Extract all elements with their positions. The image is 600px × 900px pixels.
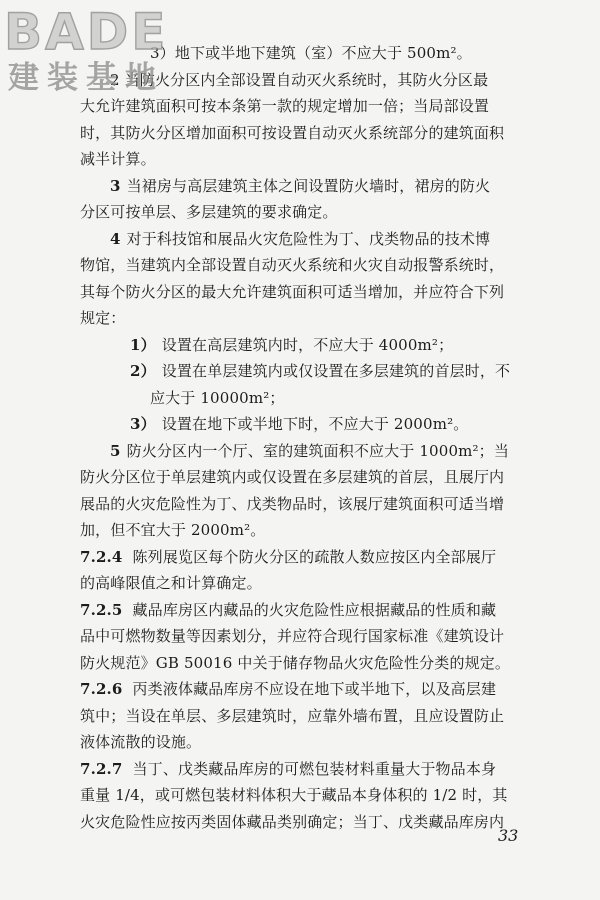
- section-heading: 7.2.6 丙类液体藏品库房不应设在地下或半地下，以及高层建: [80, 680, 497, 698]
- text-line: 分区可按单层、多层建筑的要求确定。: [80, 203, 338, 221]
- clause-item: 5 防火分区内一个厅、室的建筑面积不应大于 1000m²；当: [110, 441, 509, 460]
- text-line: 防火分区位于单层建筑内或仅设置在多层建筑的首层，且展厅内: [80, 468, 505, 486]
- logo-subtitle: 建装基地: [8, 60, 164, 96]
- text-line: 重量 1/4，或可燃包装材料体积大于藏品本身体积的 1/2 时，其: [80, 786, 508, 804]
- logo-wordmark: BADE: [4, 3, 169, 61]
- text-line: 筑中；当设在单层、多层建筑时，应靠外墙布置，且应设置防止: [80, 706, 505, 725]
- clause-item: 3 当裙房与高层建筑主体之间设置防火墙时，裙房的防火: [110, 176, 491, 195]
- section-heading: 7.2.5 藏品库房区内藏品的火灾危险性应根据藏品的性质和藏: [80, 600, 497, 619]
- text-line: 应大于 10000m²；: [150, 388, 285, 407]
- text-line: 减半计算。: [80, 150, 156, 168]
- text-line: 3）地下或半地下建筑（室）不应大于 500m²。: [150, 44, 472, 62]
- body-text: [80, 40, 545, 835]
- text-line: 规定：: [80, 309, 126, 327]
- page-number: 33: [498, 826, 519, 845]
- text-line: 品中可燃物数量等因素划分，并应符合现行国家标准《建筑设计: [80, 627, 505, 645]
- sub-item: 3） 设置在地下或半地下时，不应大于 2000m²。: [130, 415, 469, 433]
- text-line: 展品的火灾危险性为丁、戊类物品时，该展厅建筑面积可适当增: [80, 494, 505, 513]
- sub-item: 2） 设置在单层建筑内或仅设置在多层建筑的首层时，不: [130, 362, 511, 380]
- text-line: 液体流散的设施。: [80, 733, 202, 751]
- text-line: 2 当防火分区内全部设置自动灭火系统时，其防火分区最: [110, 70, 489, 89]
- clause-item: 4 对于科技馆和展品火灾危险性为丁、戊类物品的技术博: [110, 229, 491, 248]
- text-line: 其每个防火分区的最大允许建筑面积可适当增加，并应符合下列: [80, 282, 505, 301]
- sub-item: 1） 设置在高层建筑内时，不应大于 4000m²；: [130, 335, 454, 354]
- text-line: 防火规范》GB 50016 中关于储存物品火灾危险性分类的规定。: [80, 653, 511, 672]
- text-line: 时，其防火分区增加面积可按设置自动灭火系统部分的建筑面积: [80, 123, 505, 142]
- section-heading: 7.2.4 陈列展览区每个防火分区的疏散人数应按区内全部展厅: [80, 547, 497, 566]
- text-line: 火灾危险性应按丙类固体藏品类别确定；当丁、戊类藏品库房内: [80, 812, 505, 831]
- text-line: 的高峰限值之和计算确定。: [80, 574, 262, 592]
- text-line: 物馆，当建筑内全部设置自动灭火系统和火灾自动报警系统时，: [80, 256, 505, 274]
- text-line: 加，但不宜大于 2000m²。: [80, 521, 266, 539]
- bade-watermark-logo: [4, 3, 194, 106]
- text-line: 大允许建筑面积可按本条第一款的规定增加一倍；当局部设置: [80, 97, 490, 115]
- section-heading: 7.2.7 当丁、戊类藏品库房的可燃包装材料重量大于物品本身: [80, 759, 497, 778]
